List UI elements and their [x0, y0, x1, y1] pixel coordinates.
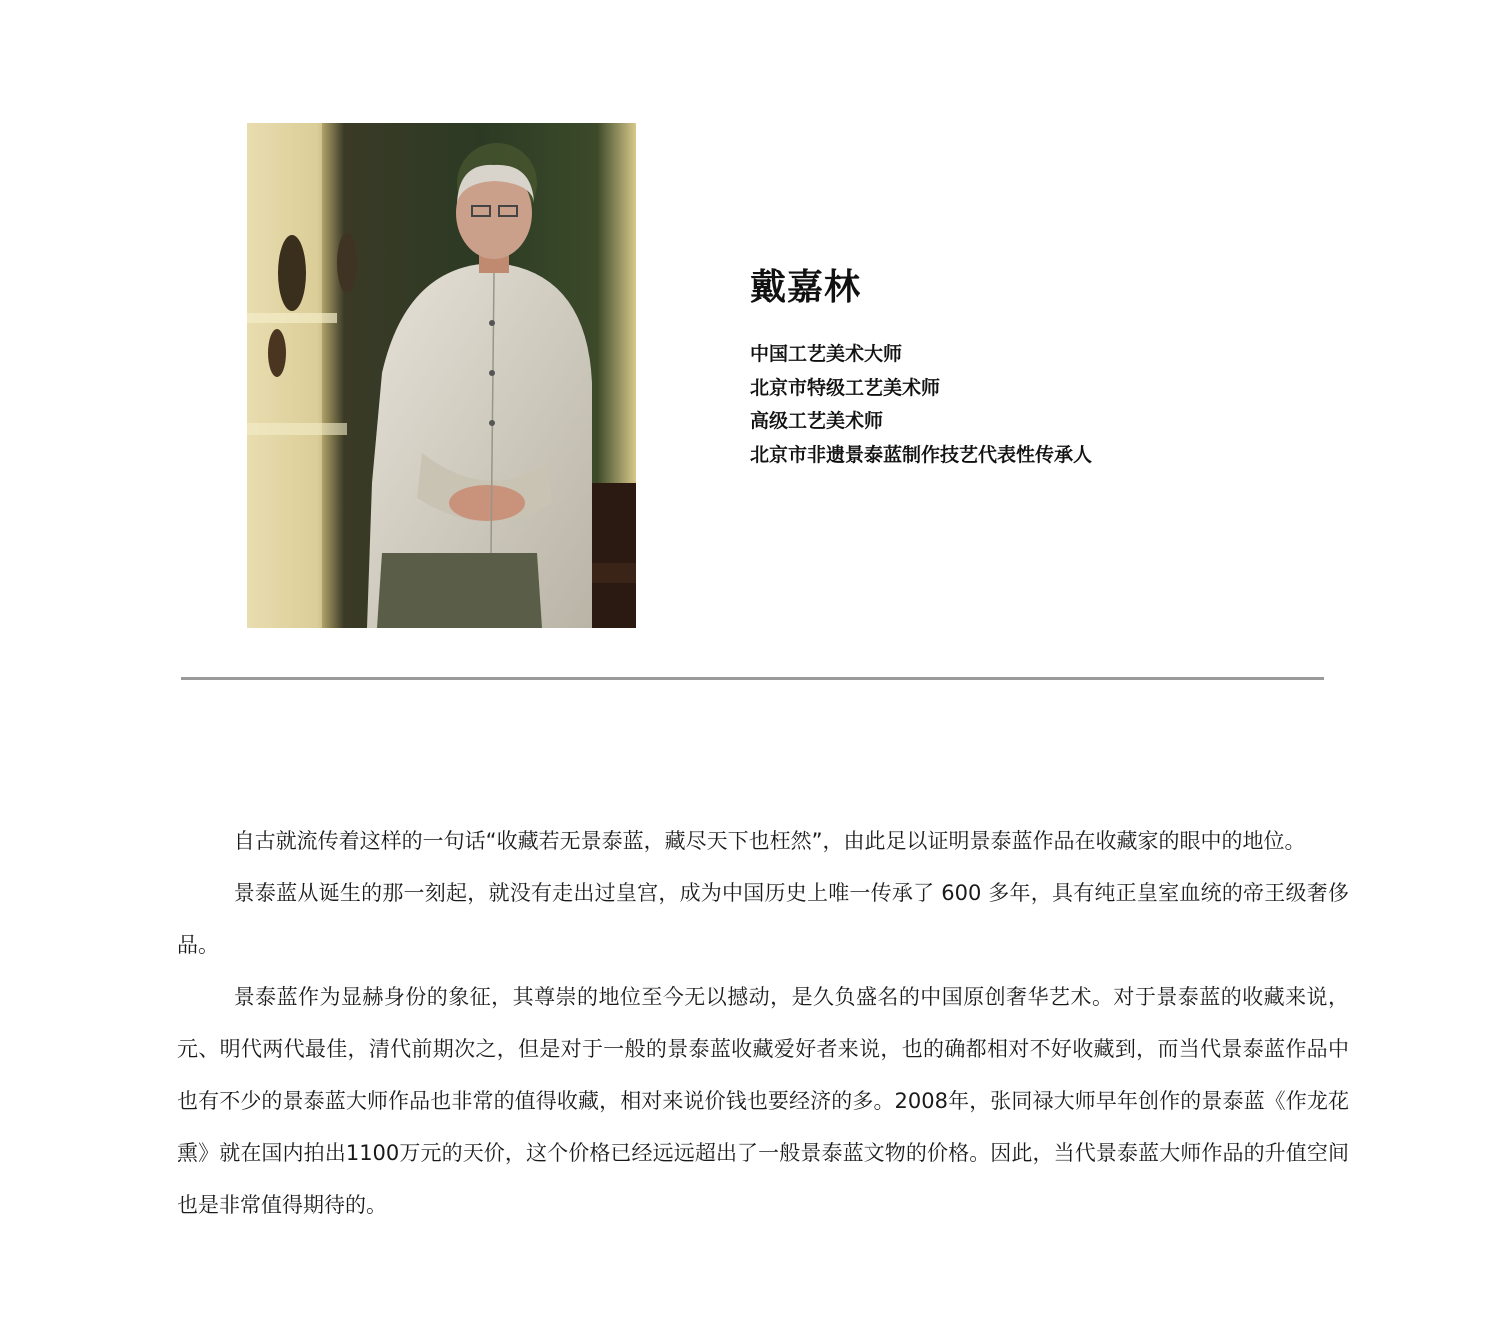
- artist-title: 中国工艺美术大师: [750, 343, 903, 365]
- section-divider: [181, 677, 1324, 680]
- article-body: [177, 815, 1349, 1231]
- artist-title: 北京市特级工艺美术师: [750, 376, 941, 399]
- article-paragraph: 自古就流传着这样的一句话“收藏若无景泰蓝，藏尽天下也枉然”，由此足以证明景泰蓝作品在收藏家的眼中的地位。: [233, 829, 1306, 853]
- portrait-illustration: [247, 123, 636, 628]
- portrait-photo: [247, 123, 636, 628]
- artist-name: 戴嘉林: [750, 266, 862, 308]
- artist-titles: [750, 338, 1092, 472]
- artist-title: 高级工艺美术师: [750, 410, 884, 432]
- article-paragraph: 景泰蓝从诞生的那一刻起，就没有走出过皇宫，成为中国历史上唯一传承了 600 多年，具有纯正皇室血统的帝王级奢侈品。: [177, 881, 1349, 957]
- artist-title: 北京市非遗景泰蓝制作技艺代表性传承人: [750, 443, 1093, 466]
- article-paragraph: 景泰蓝作为显赫身份的象征，其尊崇的地位至今无以撼动，是久负盛名的中国原创奢华艺术。对于景泰蓝的收藏来说，元、明代两代最佳，清代前期次之，但是对于一般的景泰蓝收藏爱好者来说，也的确都相对不好收藏到，而当代景泰蓝作品中也有不少的景泰蓝大师作品也非常的值得收藏，相对来说价钱也要经济的多。2008年，张同禄大师早年创作的景泰蓝《作龙花熏》就在国内拍出1100万元的天价，这个价格已经远远超出了一般景泰蓝文物的价格。因此，当代景泰蓝大师作品的升值空间也是非常值得期待的。: [177, 985, 1349, 1217]
- profile-info: [750, 262, 1092, 472]
